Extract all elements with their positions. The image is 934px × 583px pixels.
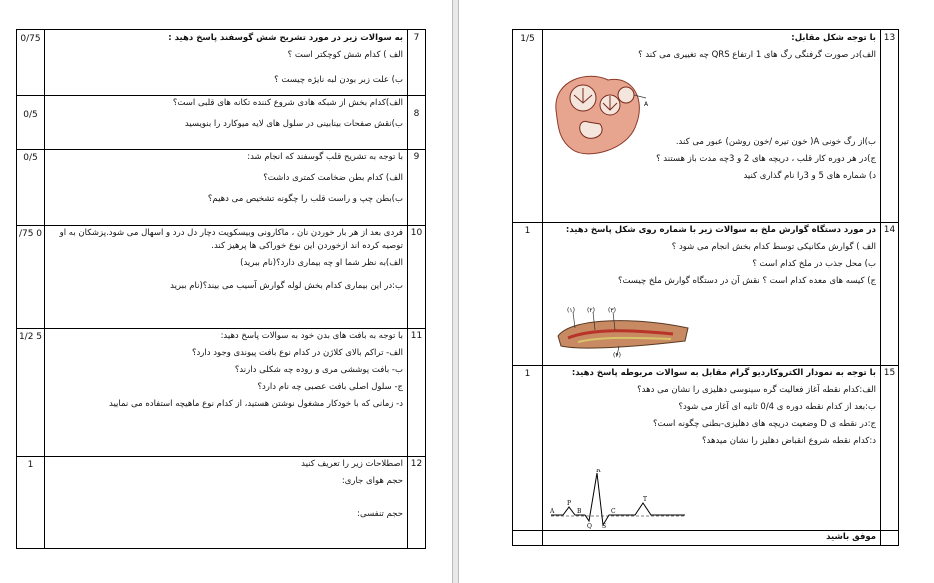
question-number: 9: [407, 149, 425, 225]
question-number: 12: [407, 456, 425, 548]
score-cell: 1/2 5: [17, 328, 45, 456]
grasshopper-label: (۴): [613, 352, 621, 358]
question-row: [17, 225, 425, 329]
heart-label: A: [644, 101, 648, 108]
question-number: 7: [407, 30, 425, 95]
question-row: [17, 30, 425, 96]
score-cell: /75 0: [17, 225, 45, 328]
ecg-diagram: [549, 469, 689, 529]
score-cell: 1/5: [513, 30, 543, 222]
grasshopper-label: (۲): [587, 307, 595, 314]
question-text: با توجه شکل مقابل: الف)در صورت گرفنگی رگ های 1 ارتفاع QRS چه تغییری می کند ؟ ب)از رگ خونی A( خون تیره /خون روشن) عبور می کند. ج)در هر دوره کار قلب ، دریچه های 2 و 3چه مدت باز هستند ؟ د) شماره های 5 و 3را نام گذاری کنید: [638, 33, 876, 181]
question-row: [513, 365, 898, 531]
question-row: [17, 149, 425, 226]
score-cell: 1: [513, 222, 543, 365]
question-text: با توجه به نمودار الکتروکاردیو گرام مقابل به سوالات مربوطه پاسخ دهید: الف:کدام نقطه آغاز فعالیت گره سینوسی دهلیزی را نشان می دهد؟ ب:بعد از کدام نقطه دوره ی 0/4 ثانیه ای آغاز می شود؟ ج:در نقطه ی D وضعیت دریچه های دهلیزی-بطنی چگونه است؟ د:کدام نقطه شروع انقباض دهلیز را نشان میدهد؟: [571, 368, 876, 446]
ecg-label: A: [550, 508, 555, 515]
question-row: [17, 328, 425, 457]
question-number: 13: [880, 30, 898, 222]
question-text: الف)کدام بخش از شبکه هادی شروع کننده تکانه های قلبی است؟ ب)نقش صفحات بینابینی در سلول های لایه میوکارد را بنویسید: [172, 98, 403, 129]
ecg-label: C: [611, 508, 616, 515]
ecg-label: B: [577, 508, 582, 515]
ecg-label: T: [643, 496, 648, 503]
question-number: 10: [407, 225, 425, 328]
exam-page-right: [458, 0, 934, 583]
score-cell: 1: [17, 456, 45, 548]
ecg-label: Q: [587, 523, 592, 529]
grasshopper-label: (۳): [608, 307, 616, 314]
question-row: [513, 222, 898, 366]
score-cell: 1: [513, 365, 543, 530]
score-cell: 0/5: [17, 149, 45, 225]
grasshopper-label: (۱): [567, 307, 575, 314]
question-text: با توجه به بافت های بدن خود به سوالات پاسخ دهید: الف- تراکم بالای کلاژن در کدام نوع بافت پیوندی وجود دارد؟ ب- بافت پوششی مری و روده چه شکلی دارند؟ ج- سلول اصلی بافت عصبی چه نام دارد؟ د- زمانی که با خودکار مشغول نوشتن هستید، از کدام نوع ماهیچه استفاده می نمایید: [109, 331, 403, 409]
score-cell: [513, 530, 543, 545]
ecg-label: R: [596, 469, 601, 474]
ecg-label: P: [567, 500, 572, 507]
question-number: 11: [407, 328, 425, 456]
grasshopper-digestive-illustration: [553, 306, 693, 358]
heart-valves-illustration: [548, 70, 648, 160]
exam-page-left: [0, 0, 453, 583]
closing-text: موفق باشید: [826, 532, 876, 542]
score-cell: 0/5: [17, 95, 45, 149]
question-row: [17, 456, 425, 548]
question-number: [880, 530, 898, 545]
question-text: در مورد دستگاه گوارش ملخ به سوالات زیر با شماره روی شکل پاسخ دهید: الف ) گوارش مکانیکی توسط کدام بخش انجام می شود ؟ ب) محل جذب در ملخ کدام است ؟ ج) کیسه های معده کدام است ؟ نقش آن در دستگاه گوارش ملخ چیست؟: [565, 225, 876, 286]
question-row: [17, 95, 425, 150]
question-table-left: [16, 29, 426, 549]
question-number: 8: [407, 95, 425, 149]
score-cell: 0/75: [17, 30, 45, 95]
question-number: 14: [880, 222, 898, 365]
ecg-label: S: [602, 523, 607, 529]
question-row: [513, 30, 898, 223]
closing-row: [513, 530, 898, 545]
question-text: با توجه به تشریح قلب گوسفند که انجام شد: الف) کدام بطن ضخامت کمتری داشت؟ ب)بطن چپ و راست قلب را چگونه تشخیص می دهیم؟: [207, 152, 403, 204]
question-text: به سوالات زیر در مورد تشریح شش گوسفند پاسخ دهید : الف ) کدام شش کوچکتر است ؟ ب) علت زبر بودن لبه نایژه چیست ؟: [168, 33, 403, 85]
question-table-right: [512, 29, 899, 546]
question-text: فردی بعد از هر بار خوردن نان ، ماکارونی وبیسکویت دچار دل درد و اسهال می شود.پزشکان به او توصیه کرده اند ازخوردن این نوع خوراکی ها پرهیز کند. الف)به نظر شما او چه بیماری دارد؟(نام ببرید) ب:در این بیماری کدام بخش لوله گوارش آسیب می بیند؟(نام ببرید: [59, 228, 403, 291]
question-text: اصطلاحات زیر را تعریف کنید حجم هوای جاری: حجم تنفسی:: [301, 459, 403, 519]
question-number: 15: [880, 365, 898, 530]
